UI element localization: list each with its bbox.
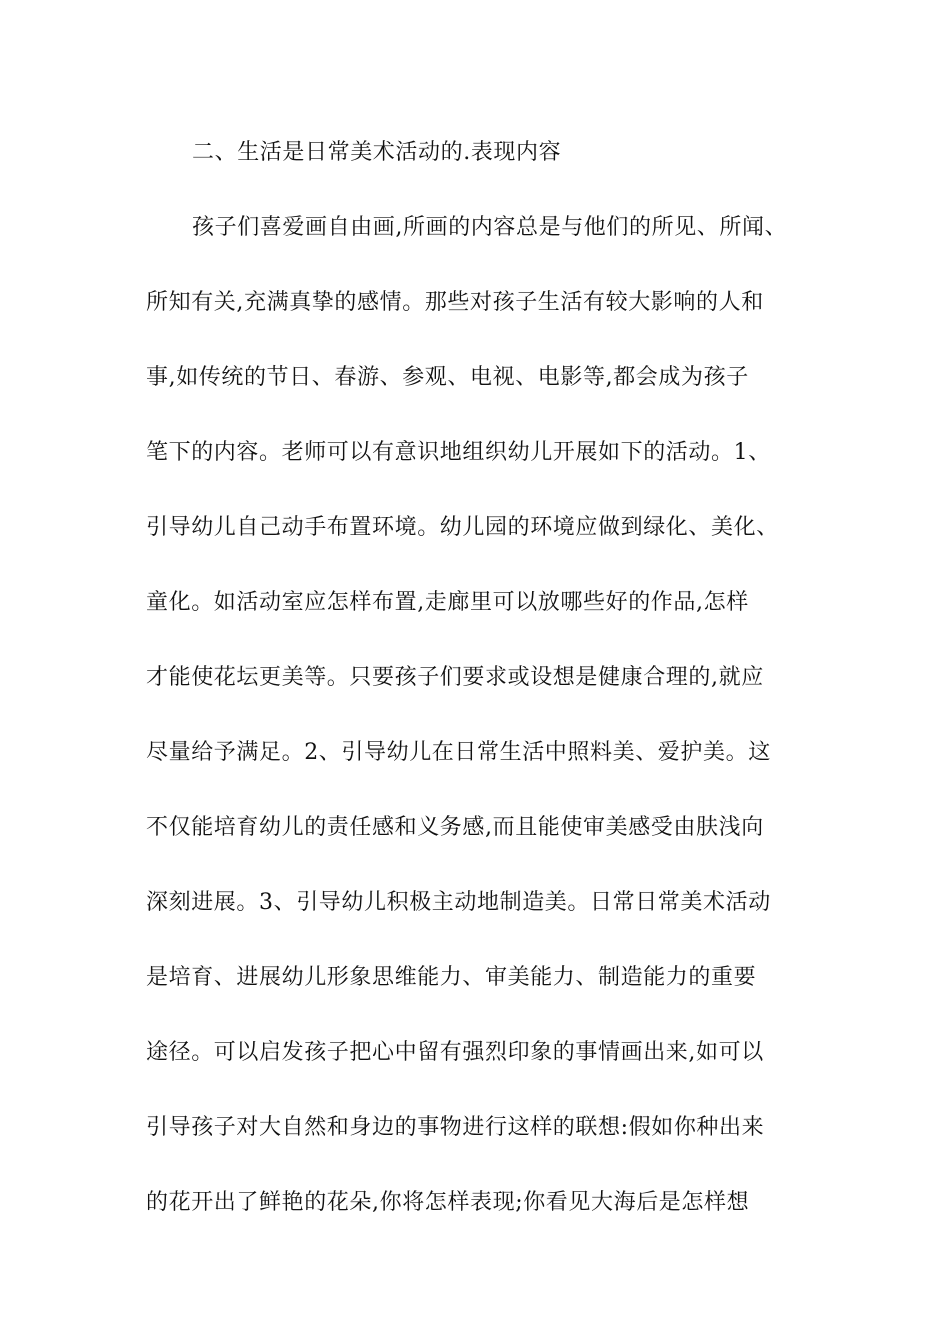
paragraph-line: 是培育、进展幼儿形象思维能力、审美能力、制造能力的重要 <box>146 965 757 990</box>
paragraph-line: 所知有关,充满真挚的感情。那些对孩子生活有较大影响的人和 <box>146 290 764 315</box>
paragraph-line: 孩子们喜爱画自由画,所画的内容总是与他们的所见、所闻、 <box>192 215 788 240</box>
paragraph-line: 深刻进展。3、引导幼儿积极主动地制造美。日常日常美术活动 <box>146 890 771 915</box>
paragraph-line: 才能使花坛更美等。只要孩子们要求或设想是健康合理的,就应 <box>146 665 764 690</box>
paragraph-line: 引导孩子对大自然和身边的事物进行这样的联想:假如你种出来 <box>146 1115 765 1140</box>
paragraph-line: 不仅能培育幼儿的责任感和义务感,而且能使审美感受由肤浅向 <box>146 815 764 840</box>
paragraph-line: 尽量给予满足。2、引导幼儿在日常生活中照料美、爱护美。这 <box>146 740 771 765</box>
paragraph-line: 童化。如活动室应怎样布置,走廊里可以放哪些好的作品,怎样 <box>146 590 749 615</box>
paragraph-line: 途径。可以启发孩子把心中留有强烈印象的事情画出来,如可以 <box>146 1040 764 1065</box>
paragraph-line: 的花开出了鲜艳的花朵,你将怎样表现;你看见大海后是怎样想 <box>146 1190 750 1215</box>
paragraph-line: 笔下的内容。老师可以有意识地组织幼儿开展如下的活动。1、 <box>146 440 771 465</box>
paragraph-line: 事,如传统的节日、春游、参观、电视、电影等,都会成为孩子 <box>146 365 749 390</box>
paragraph-line: 引导幼儿自己动手布置环境。幼儿园的环境应做到绿化、美化、 <box>146 515 779 540</box>
section-heading: 二、生活是日常美术活动的.表现内容 <box>192 140 562 165</box>
